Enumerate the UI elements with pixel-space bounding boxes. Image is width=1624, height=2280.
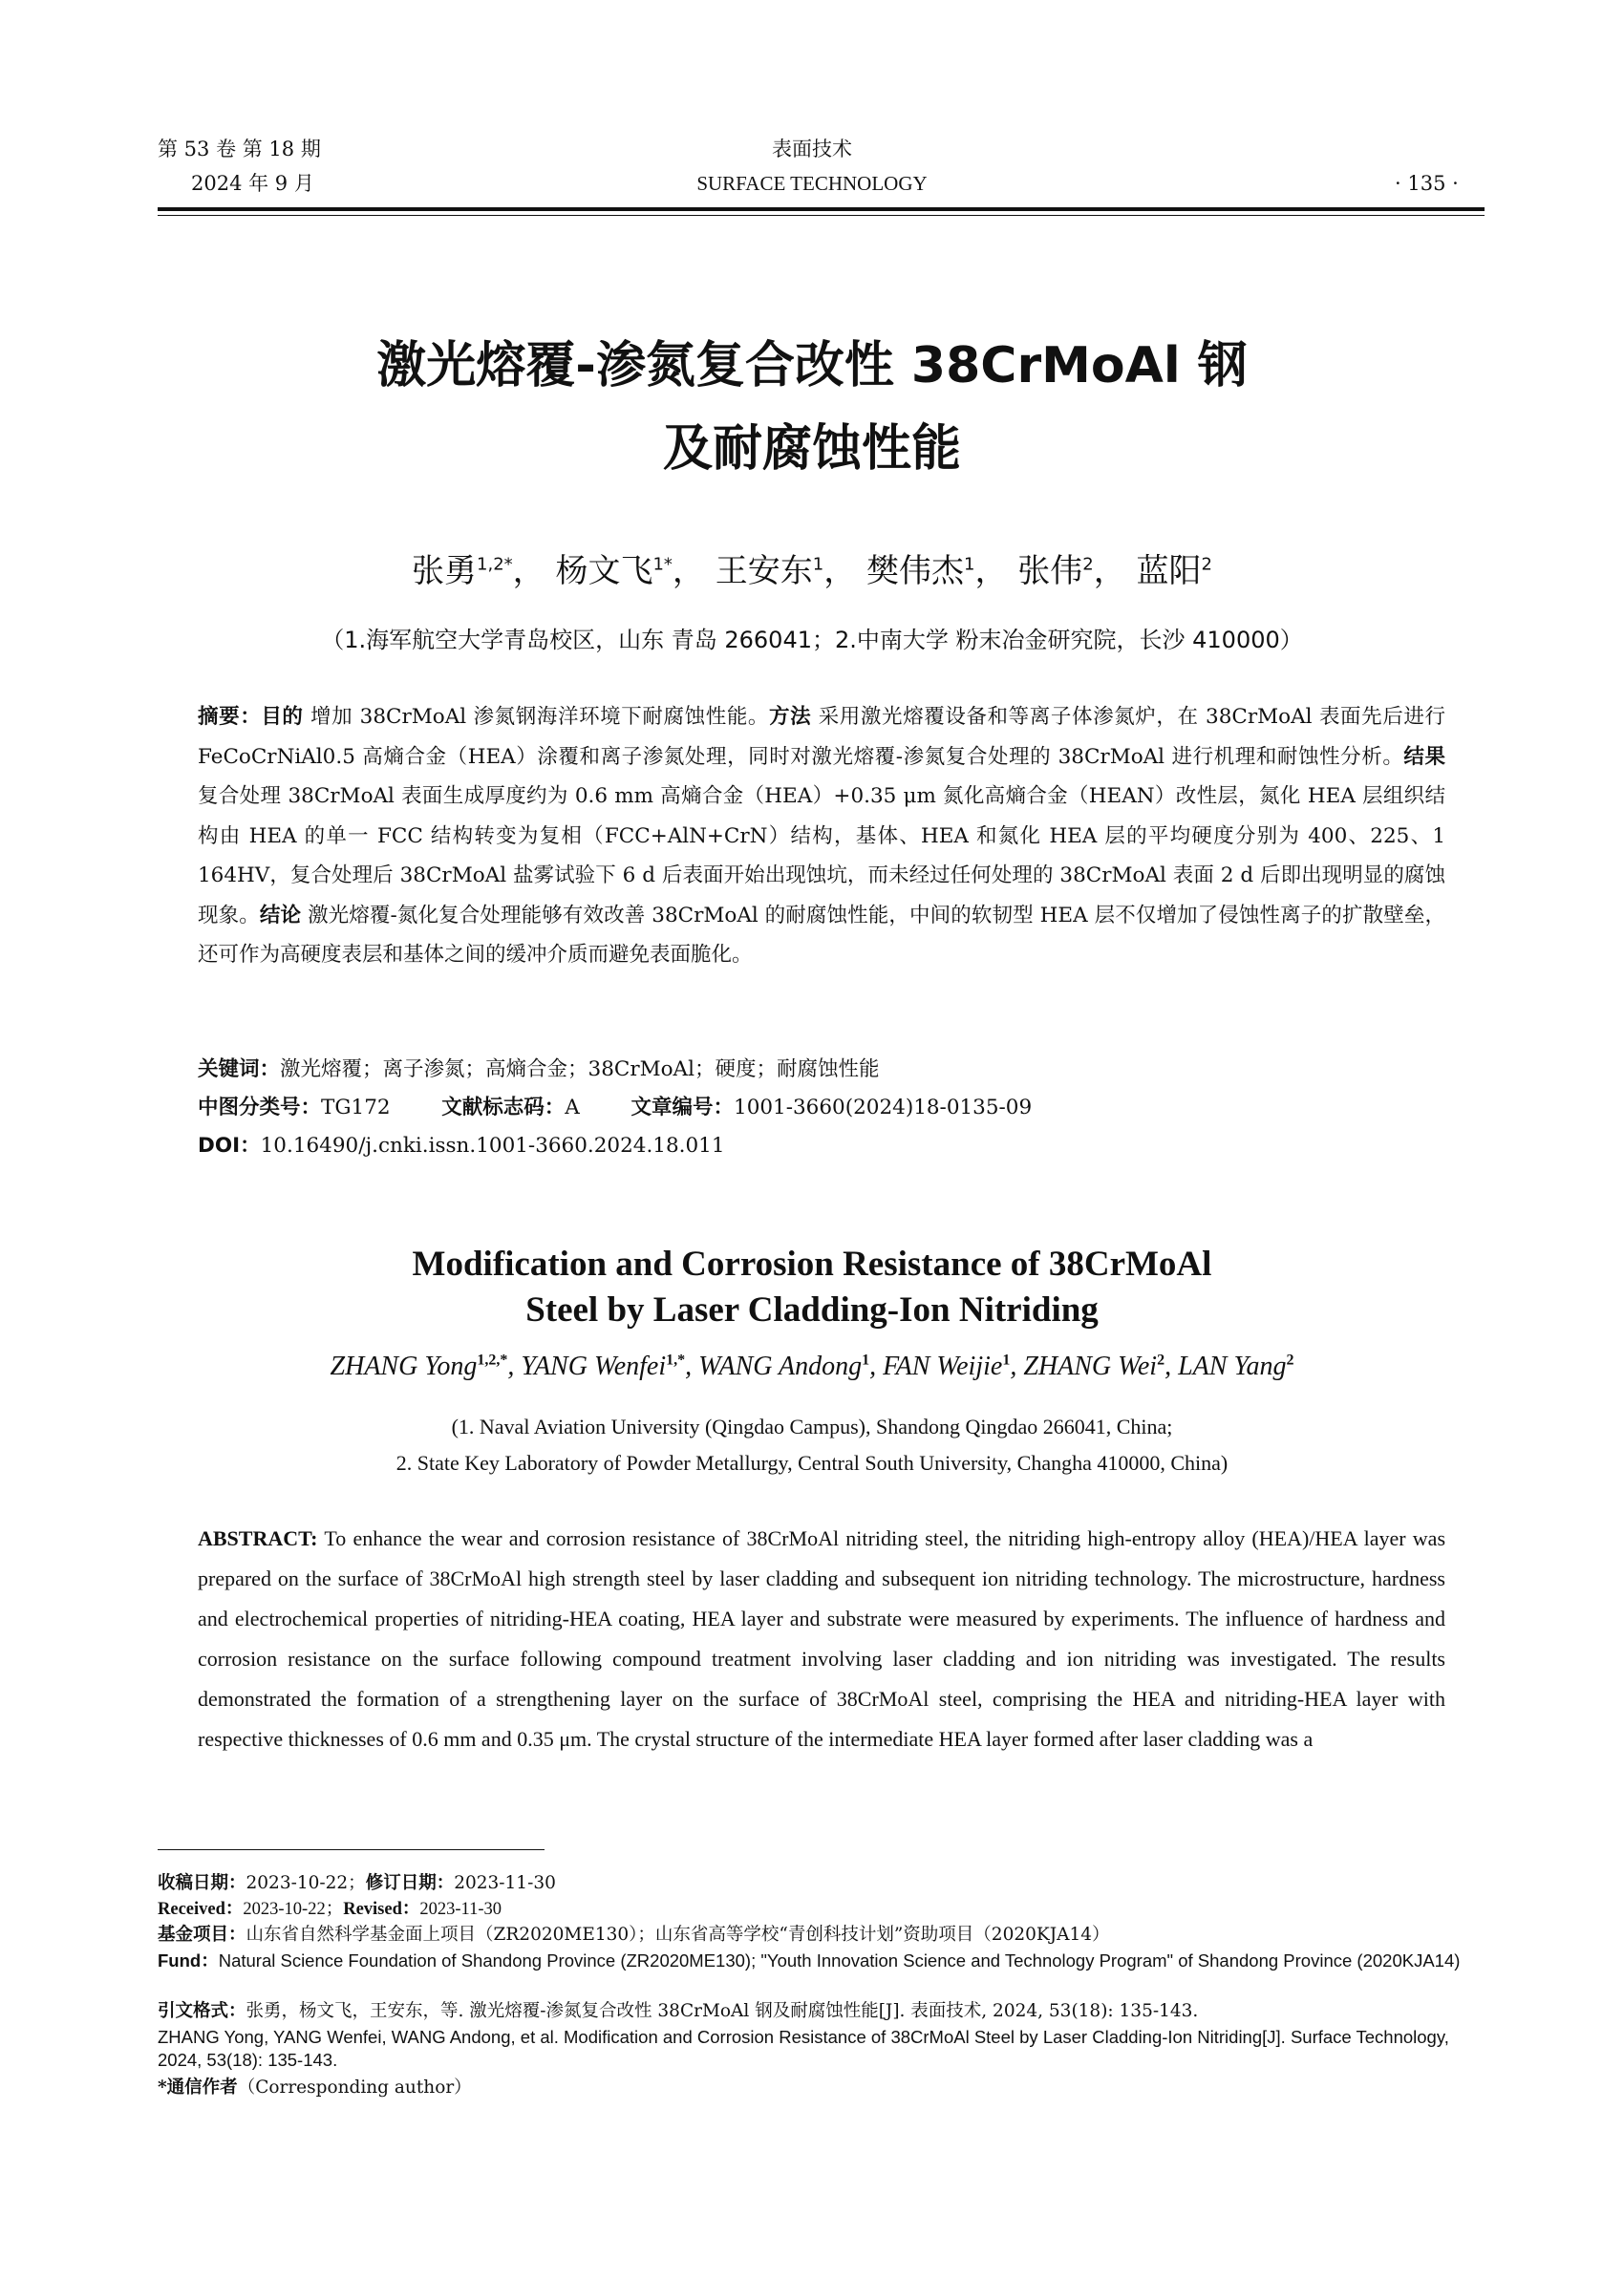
abstract-cn: 摘要：目的 增加 38CrMoAl 渗氮钢海洋环境下耐腐蚀性能。方法 采用激光熔覆设备和等离子体渗氮炉，在 38CrMoAl 表面先后进行 FeCoCrNiAl0.5 高熵合金（HEA）涂覆和离子渗氮处理，同时对激光熔覆-渗氮复合处理的 38CrMoAl 进行机理和耐蚀性分析。结果 复合处理 38CrMoAl 表面生成厚度约为 0.6 mm 高熵合金（HEA）+0.35 μm 氮化高熵合金（HEAN）改性层，氮化 HEA 层组织结构由 HEA 的单一 FCC 结构转变为复相（FCC+AlN+CrN）结构，基体、HEA 和氮化 HEA 层的平均硬度分别为 400、225、1 164HV，复合处理后 38CrMoAl 盐雾试验下 6 d 后表面开始出现蚀坑，而未经过任何处理的 38CrMoAl 表面 2 d 后即出现明显的腐蚀现象。结论 激光熔覆-氮化复合处理能够有效改善 38CrMoAl 的耐腐蚀性能，中间的软韧型 HEA 层不仅增加了侵蚀性离子的扩散壁垒，还可作为高硬度表层和基体之间的缓冲介质而避免表面脆化。 xyxy=(198,705,1445,967)
journal-title-cn: 表面技术 xyxy=(772,138,852,160)
title-en: Modification and Corrosion Resistance of 38CrMoAl Steel by Laser Cladding-Ion Nitriding xyxy=(412,1245,1212,1330)
page-number: · 135 · xyxy=(1395,172,1459,195)
header-rule-thin xyxy=(158,215,1485,216)
header-rule-thick xyxy=(158,207,1485,211)
authors-en: ZHANG Yong$^{1,2,*}$, YANG Wenfei$^{1,*}$, WANG Andong$^1$, FAN Weijie$^1$, ZHANG Wei$^2$, LAN Yang$^2$ xyxy=(330,1352,1294,1381)
keywords: 关键词：激光熔覆；离子渗氮；高熵合金；38CrMoAl；硬度；耐腐蚀性能 xyxy=(198,1057,880,1081)
footnote-rule xyxy=(158,1849,545,1850)
footnote-cite-en: ZHANG Yong, YANG Wenfei, WANG Andong, et al. Modification and Corrosion Resistance of 38CrMoAl Steel by Laser Cladding-Ion Nitriding[J]. Surface Technology, 2024, 53(18): 135-143. xyxy=(158,2027,1449,2070)
footnote-fund-en: Fund：Natural Science Foundation of Shandong Province (ZR2020ME130); "Youth Innovation Science and Technology Program" of Shandong Province (2020KJA14) xyxy=(158,1950,1461,1971)
authors-cn: 张勇$^{1,2*}$， 杨文飞$^{1*}$， 王安东$^1$， 樊伟杰$^1$， 张伟$^2$， 蓝阳$^2$ xyxy=(412,552,1212,590)
affiliation-en: (1. Naval Aviation University (Qingdao Campus), Shandong Qingdao 266041, China; 2. State Key Laboratory of Powder Metallurgy, Central South University, Changha 410000, China) xyxy=(395,1415,1229,1475)
footnote-received-en: Received：2023-10-22；Revised：2023-11-30 xyxy=(158,1900,502,1919)
doi: DOI：10.16490/j.cnki.issn.1001-3660.2024.18.011 xyxy=(198,1134,725,1158)
footnote-received-cn: 收稿日期：2023-10-22；修订日期：2023-11-30 xyxy=(158,1873,556,1893)
affiliation-cn: （1.海军航空大学青岛校区，山东 青岛 266041；2.中南大学 粉末冶金研究院，长沙 410000） xyxy=(321,627,1303,653)
footnote-fund-cn: 基金项目：山东省自然科学基金面上项目（ZR2020ME130）；山东省高等学校“青创科技计划”资助项目（2020KJA14） xyxy=(158,1925,1110,1945)
title-cn-line2: 及耐腐蚀性能 xyxy=(662,420,961,478)
journal-title-en: SURFACE TECHNOLOGY xyxy=(696,172,928,195)
footnote-corresponding: *通信作者（Corresponding author） xyxy=(158,2078,472,2098)
classification: 中图分类号：TG172 文献标志码：A 文章编号：1001-3660(2024)18-0135-09 xyxy=(198,1096,1033,1119)
abstract-en: ABSTRACT: To enhance the wear and corrosion resistance of 38CrMoAl nitriding steel, the nitriding high-entropy alloy (HEA)/HEA layer was prepared on the surface of 38CrMoAl high strength steel by laser cladding and subsequent ion nitriding technology. The microstructure, hardness and electrochemical properties of nitriding-HEA coating, HEA layer and substrate were measured by experiments. The influence of hardness and corrosion resistance on the surface following compound treatment involving laser cladding and ion nitriding was investigated. The results demonstrated the formation of a strengthening layer on the surface of 38CrMoAl steel, comprising the HEA and nitriding-HEA layer with respective thicknesses of 0.6 mm and 0.35 μm. The crystal structure of the intermediate HEA layer formed after laser cladding was a xyxy=(198,1526,1446,1751)
title-cn-line1: 激光熔覆-渗氮复合改性 38CrMoAl 钢 xyxy=(376,337,1248,394)
issue-date: 2024 年 9 月 xyxy=(191,172,314,195)
volume-issue: 第 53 卷 第 18 期 xyxy=(158,138,321,160)
footnote-cite-cn: 引文格式：张勇，杨文飞，王安东，等. 激光熔覆-渗氮复合改性 38CrMoAl 钢及耐腐蚀性能[J]. 表面技术, 2024, 53(18): 135-143. xyxy=(158,2001,1199,2021)
